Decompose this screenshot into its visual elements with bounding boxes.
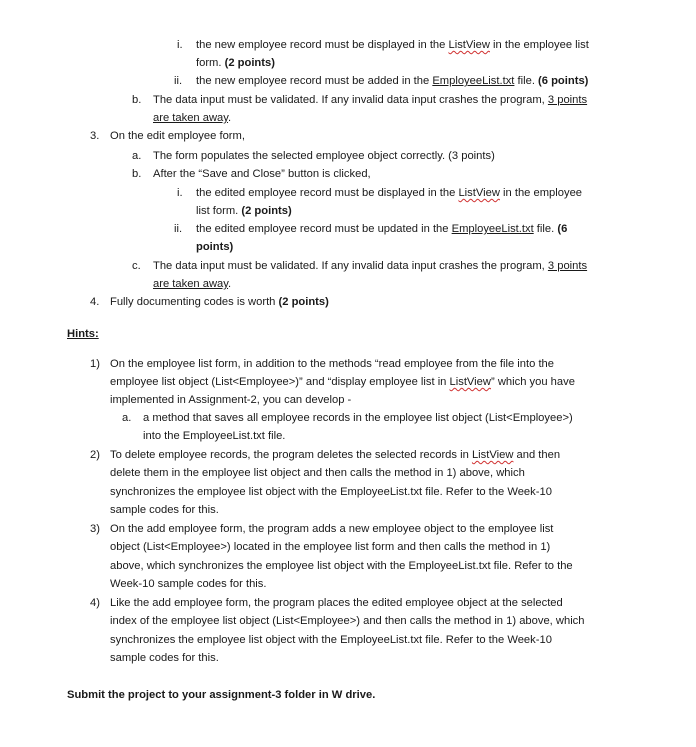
hint-3-line1: On the add employee form, the program adds a new employee object to the employee list <box>110 523 554 535</box>
list-marker-3c: c. <box>132 260 141 272</box>
hint-4-marker: 4) <box>90 597 100 609</box>
hint-2-line2: delete them in the employee list object and then calls the method in 1) above, which <box>110 467 525 479</box>
list-marker-i: i. <box>177 39 183 51</box>
hint-1-line2: employee list object (List<Employee>)” and “display employee list in ListView” which you have <box>110 376 575 388</box>
req-b-line1: The data input must be validated. If any invalid data input crashes the program, 3 points <box>153 94 588 106</box>
list-marker-3b: b. <box>132 168 142 180</box>
hint-1-sub-marker: a. <box>122 412 132 424</box>
hint-1-line1: On the employee list form, in addition to the methods “read employee from the file into the <box>110 358 555 370</box>
req-b-line2: are taken away. <box>153 112 232 124</box>
hint-3-line2: object (List<Employee>) located in the employee list form and then calls the method in 1) <box>110 541 551 553</box>
list-marker-3b-ii: ii. <box>174 223 183 235</box>
hint-2-line3: synchronizes the employee list object with the EmployeeList.txt file. Refer to the Week-10 <box>110 486 552 498</box>
hint-4-line4: sample codes for this. <box>110 652 219 664</box>
item-3c-line1: The data input must be validated. If any invalid data input crashes the program, 3 points <box>153 260 588 272</box>
req-i-line2: form. (2 points) <box>196 57 275 69</box>
hint-2-line4: sample codes for this. <box>110 504 219 516</box>
list-marker-3b-i: i. <box>177 187 183 199</box>
req-i-line1: the new employee record must be displayed in the ListView in the employee list <box>196 39 589 51</box>
hint-3-line3: above, which synchronizes the employee list object with the EmployeeList.txt file. Refer to the <box>110 560 573 572</box>
list-marker-4: 4. <box>90 296 100 308</box>
hint-4-line3: synchronizes the employee list object with the EmployeeList.txt file. Refer to the Week-10 <box>110 634 552 646</box>
list-marker-3: 3. <box>90 130 100 142</box>
req-ii-line1: the new employee record must be added in the EmployeeList.txt file. (6 points) <box>196 75 589 87</box>
submit-instruction: Submit the project to your assignment-3 folder in W drive. <box>67 689 376 701</box>
item-3b-ii-line2: points) <box>196 241 234 253</box>
hints-heading: Hints: <box>67 328 99 340</box>
hint-2-line1: To delete employee records, the program deletes the selected records in ListView and then <box>110 449 561 461</box>
list-marker-b: b. <box>132 94 142 106</box>
item-3-text: On the edit employee form, <box>110 130 245 142</box>
hint-3-marker: 3) <box>90 523 100 535</box>
hint-4-line1: Like the add employee form, the program places the edited employee object at the selected <box>110 597 563 609</box>
list-marker-3a: a. <box>132 150 142 162</box>
hint-1-sub-line1: a method that saves all employee records in the employee list object (List<Employee>) <box>143 412 573 424</box>
hint-1-marker: 1) <box>90 358 100 370</box>
item-4-text: Fully documenting codes is worth (2 points) <box>110 296 329 308</box>
item-3a-text: The form populates the selected employee object correctly. (3 points) <box>153 150 495 162</box>
list-marker-ii: ii. <box>174 75 183 87</box>
item-3b-ii-line1: the edited employee record must be updated in the EmployeeList.txt file. (6 <box>196 223 568 235</box>
item-3b-i-line2: list form. (2 points) <box>196 205 292 217</box>
item-3c-line2: are taken away. <box>153 278 232 290</box>
item-3b-text: After the “Save and Close” button is clicked, <box>153 168 371 180</box>
hint-1-sub-line2: into the EmployeeList.txt file. <box>143 430 286 442</box>
item-3b-i-line1: the edited employee record must be displayed in the ListView in the employee <box>196 187 583 199</box>
hint-2-marker: 2) <box>90 449 100 461</box>
hint-4-line2: index of the employee list object (List<Employee>) and then calls the method in 1) above, which <box>110 615 585 627</box>
hint-3-line4: Week-10 sample codes for this. <box>110 578 267 590</box>
hint-1-line3: implemented in Assignment-2, you can develop - <box>110 394 352 406</box>
